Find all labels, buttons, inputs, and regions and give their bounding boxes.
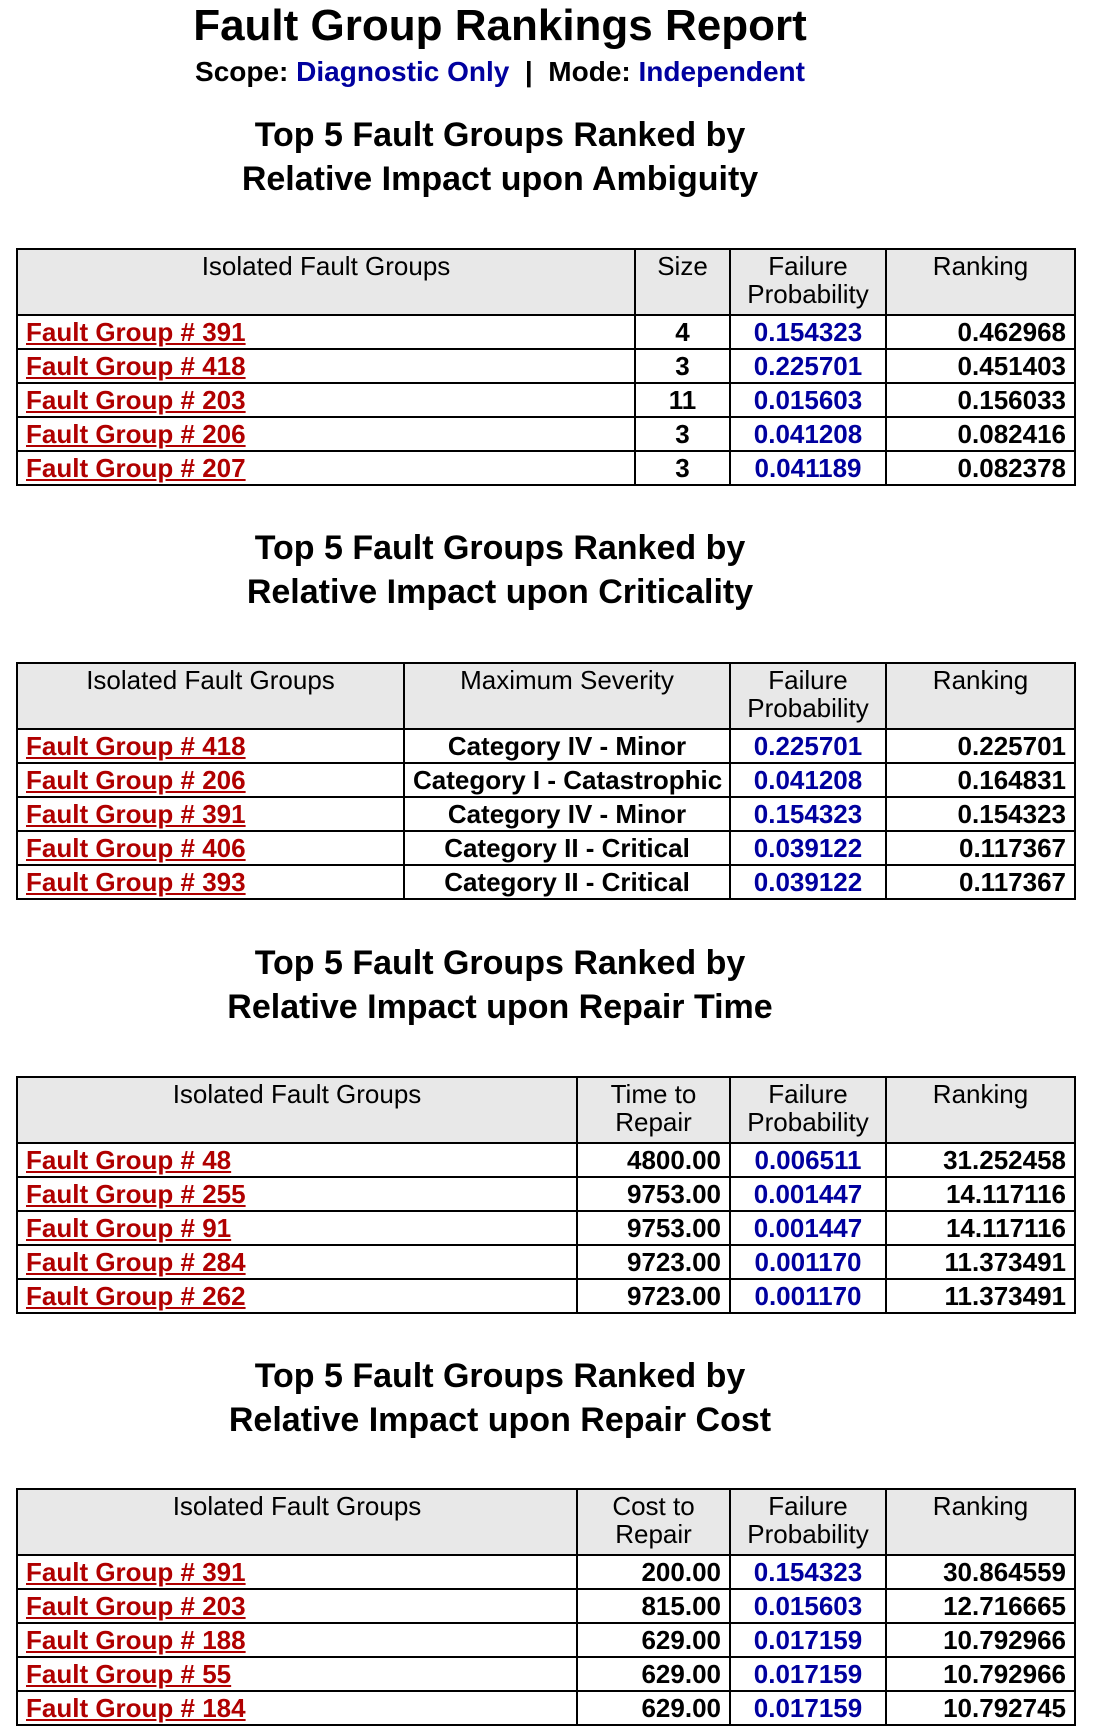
column-header-ranking: Ranking <box>886 1077 1075 1143</box>
mode-value: Independent <box>638 56 805 87</box>
column-header-fault-groups: Isolated Fault Groups <box>17 663 404 729</box>
fault-group-link[interactable]: Fault Group # 391 <box>26 799 246 829</box>
column-header-fault-groups: Isolated Fault Groups <box>17 1489 577 1555</box>
column-header-maximum-severity: Maximum Severity <box>404 663 730 729</box>
failure-probability-cell: 0.039122 <box>730 831 886 865</box>
column-header-failure-probability: Failure Probability <box>730 249 886 315</box>
failure-probability-cell: 0.001170 <box>730 1279 886 1313</box>
severity-cell: Category I - Catastrophic <box>404 763 730 797</box>
failure-probability-cell: 0.225701 <box>730 349 886 383</box>
table-row <box>17 417 1075 451</box>
separator: | <box>524 56 533 87</box>
ranking-cell: 0.462968 <box>886 315 1075 349</box>
ranking-cell: 30.864559 <box>886 1555 1075 1589</box>
fault-group-link[interactable]: Fault Group # 284 <box>26 1247 246 1277</box>
section-title-line1: Top 5 Fault Groups Ranked by <box>254 1357 746 1395</box>
repair-cost-section-title <box>0 1354 1000 1442</box>
severity-cell: Category IV - Minor <box>404 797 730 831</box>
time-to-repair-cell: 9753.00 <box>577 1177 730 1211</box>
table-row <box>17 763 1075 797</box>
ranking-cell: 31.252458 <box>886 1143 1075 1177</box>
cost-to-repair-cell: 629.00 <box>577 1691 730 1725</box>
fault-group-cell <box>17 1555 577 1589</box>
repair-cost-ranking-table <box>16 1488 1076 1726</box>
fault-group-link[interactable]: Fault Group # 188 <box>26 1625 246 1655</box>
ranking-cell: 0.156033 <box>886 383 1075 417</box>
table-row <box>17 349 1075 383</box>
ranking-cell: 12.716665 <box>886 1589 1075 1623</box>
fault-group-link[interactable]: Fault Group # 207 <box>26 453 246 483</box>
table-row <box>17 383 1075 417</box>
column-header-ranking: Ranking <box>886 249 1075 315</box>
ranking-cell: 0.117367 <box>886 831 1075 865</box>
failure-probability-cell: 0.041208 <box>730 763 886 797</box>
table-row <box>17 1623 1075 1657</box>
column-header-failure-probability: Failure Probability <box>730 1489 886 1555</box>
size-cell: 4 <box>635 315 730 349</box>
failure-probability-cell: 0.017159 <box>730 1691 886 1725</box>
ranking-cell: 0.451403 <box>886 349 1075 383</box>
section-title-line2: Relative Impact upon Ambiguity <box>241 160 759 198</box>
criticality-section-title <box>0 526 1000 614</box>
fault-group-cell <box>17 1177 577 1211</box>
ranking-cell: 14.117116 <box>886 1211 1075 1245</box>
column-header-ranking: Ranking <box>886 663 1075 729</box>
cost-to-repair-cell: 629.00 <box>577 1623 730 1657</box>
table-row <box>17 1177 1075 1211</box>
failure-probability-cell: 0.154323 <box>730 1555 886 1589</box>
section-title-line2: Relative Impact upon Criticality <box>246 573 754 611</box>
fault-group-link[interactable]: Fault Group # 262 <box>26 1281 246 1311</box>
fault-group-cell <box>17 865 404 899</box>
fault-group-link[interactable]: Fault Group # 391 <box>26 1557 246 1587</box>
failure-probability-cell: 0.015603 <box>730 1589 886 1623</box>
failure-probability-cell: 0.225701 <box>730 729 886 763</box>
column-header-failure-probability: Failure Probability <box>730 1077 886 1143</box>
scope-label: Scope: <box>195 56 289 87</box>
fault-group-cell <box>17 315 635 349</box>
size-cell: 3 <box>635 451 730 485</box>
column-header-failure-probability: Failure Probability <box>730 663 886 729</box>
fault-group-link[interactable]: Fault Group # 206 <box>26 765 246 795</box>
fault-group-link[interactable]: Fault Group # 393 <box>26 867 246 897</box>
repair-time-section-title <box>0 941 1000 1029</box>
failure-probability-cell: 0.017159 <box>730 1623 886 1657</box>
ranking-cell: 0.082378 <box>886 451 1075 485</box>
time-to-repair-cell: 9723.00 <box>577 1279 730 1313</box>
column-header-size: Size <box>635 249 730 315</box>
fault-group-cell <box>17 1245 577 1279</box>
fault-group-cell <box>17 1143 577 1177</box>
fault-group-cell <box>17 451 635 485</box>
fault-group-link[interactable]: Fault Group # 418 <box>26 731 246 761</box>
severity-cell: Category II - Critical <box>404 831 730 865</box>
ambiguity-section-title <box>0 113 1000 201</box>
column-header-ranking: Ranking <box>886 1489 1075 1555</box>
table-header-row <box>17 1077 1075 1143</box>
failure-probability-cell: 0.154323 <box>730 315 886 349</box>
cost-to-repair-cell: 629.00 <box>577 1657 730 1691</box>
fault-group-link[interactable]: Fault Group # 184 <box>26 1693 246 1723</box>
time-to-repair-cell: 4800.00 <box>577 1143 730 1177</box>
table-header-row <box>17 1489 1075 1555</box>
repair-time-ranking-table <box>16 1076 1076 1314</box>
ambiguity-ranking-table <box>16 248 1076 486</box>
section-title-line1: Top 5 Fault Groups Ranked by <box>254 529 746 567</box>
ranking-cell: 11.373491 <box>886 1245 1075 1279</box>
fault-group-link[interactable]: Fault Group # 55 <box>26 1659 232 1689</box>
fault-group-link[interactable]: Fault Group # 48 <box>26 1145 232 1175</box>
fault-group-cell <box>17 417 635 451</box>
ranking-cell: 0.164831 <box>886 763 1075 797</box>
table-header-row <box>17 663 1075 729</box>
section-title-line2: Relative Impact upon Repair Time <box>227 988 773 1026</box>
cost-to-repair-cell: 200.00 <box>577 1555 730 1589</box>
failure-probability-cell: 0.041189 <box>730 451 886 485</box>
table-row <box>17 831 1075 865</box>
fault-group-cell <box>17 1623 577 1657</box>
fault-group-link[interactable]: Fault Group # 203 <box>26 1591 246 1621</box>
table-row <box>17 797 1075 831</box>
severity-cell: Category IV - Minor <box>404 729 730 763</box>
fault-group-cell <box>17 1211 577 1245</box>
failure-probability-cell: 0.017159 <box>730 1657 886 1691</box>
time-to-repair-cell: 9723.00 <box>577 1245 730 1279</box>
fault-group-cell <box>17 1691 577 1725</box>
table-header-row <box>17 249 1075 315</box>
failure-probability-cell: 0.006511 <box>730 1143 886 1177</box>
criticality-ranking-table <box>16 662 1076 900</box>
report-scope-mode <box>0 55 1000 89</box>
fault-group-cell <box>17 349 635 383</box>
table-row <box>17 729 1075 763</box>
failure-probability-cell: 0.001447 <box>730 1177 886 1211</box>
ranking-cell: 0.154323 <box>886 797 1075 831</box>
table-row <box>17 1211 1075 1245</box>
section-title-line1: Top 5 Fault Groups Ranked by <box>254 116 746 154</box>
fault-group-link[interactable]: Fault Group # 418 <box>26 351 246 381</box>
fault-group-cell <box>17 729 404 763</box>
table-row <box>17 1589 1075 1623</box>
report-title: Fault Group Rankings Report <box>193 1 807 50</box>
fault-group-cell <box>17 1589 577 1623</box>
fault-group-link[interactable]: Fault Group # 391 <box>26 317 246 347</box>
fault-group-cell <box>17 383 635 417</box>
column-header-fault-groups: Isolated Fault Groups <box>17 249 635 315</box>
table-row <box>17 1143 1075 1177</box>
failure-probability-cell: 0.001447 <box>730 1211 886 1245</box>
time-to-repair-cell: 9753.00 <box>577 1211 730 1245</box>
table-row <box>17 451 1075 485</box>
failure-probability-cell: 0.039122 <box>730 865 886 899</box>
column-header-time-to-repair: Time to Repair <box>577 1077 730 1143</box>
fault-group-link[interactable]: Fault Group # 206 <box>26 419 246 449</box>
table-row <box>17 1691 1075 1725</box>
failure-probability-cell: 0.001170 <box>730 1245 886 1279</box>
column-header-fault-groups: Isolated Fault Groups <box>17 1077 577 1143</box>
ranking-cell: 0.225701 <box>886 729 1075 763</box>
fault-group-link[interactable]: Fault Group # 255 <box>26 1179 246 1209</box>
fault-group-cell <box>17 1279 577 1313</box>
fault-group-cell <box>17 831 404 865</box>
ranking-cell: 0.082416 <box>886 417 1075 451</box>
table-row <box>17 1657 1075 1691</box>
severity-cell: Category II - Critical <box>404 865 730 899</box>
failure-probability-cell: 0.154323 <box>730 797 886 831</box>
ranking-cell: 0.117367 <box>886 865 1075 899</box>
ranking-cell: 10.792966 <box>886 1657 1075 1691</box>
cost-to-repair-cell: 815.00 <box>577 1589 730 1623</box>
fault-group-link[interactable]: Fault Group # 91 <box>26 1213 232 1243</box>
ranking-cell: 14.117116 <box>886 1177 1075 1211</box>
fault-group-cell <box>17 1657 577 1691</box>
size-cell: 3 <box>635 349 730 383</box>
table-row <box>17 865 1075 899</box>
table-row <box>17 1279 1075 1313</box>
mode-label: Mode: <box>548 56 631 87</box>
ranking-cell: 11.373491 <box>886 1279 1075 1313</box>
scope-value: Diagnostic Only <box>296 56 510 87</box>
failure-probability-cell: 0.041208 <box>730 417 886 451</box>
table-row <box>17 315 1075 349</box>
fault-group-link[interactable]: Fault Group # 203 <box>26 385 246 415</box>
size-cell: 3 <box>635 417 730 451</box>
fault-group-cell <box>17 797 404 831</box>
table-row <box>17 1555 1075 1589</box>
section-title-line1: Top 5 Fault Groups Ranked by <box>254 944 746 982</box>
section-title-line2: Relative Impact upon Repair Cost <box>228 1401 772 1439</box>
column-header-cost-to-repair: Cost to Repair <box>577 1489 730 1555</box>
ranking-cell: 10.792966 <box>886 1623 1075 1657</box>
ranking-cell: 10.792745 <box>886 1691 1075 1725</box>
fault-group-cell <box>17 763 404 797</box>
fault-group-link[interactable]: Fault Group # 406 <box>26 833 246 863</box>
size-cell: 11 <box>635 383 730 417</box>
table-row <box>17 1245 1075 1279</box>
failure-probability-cell: 0.015603 <box>730 383 886 417</box>
